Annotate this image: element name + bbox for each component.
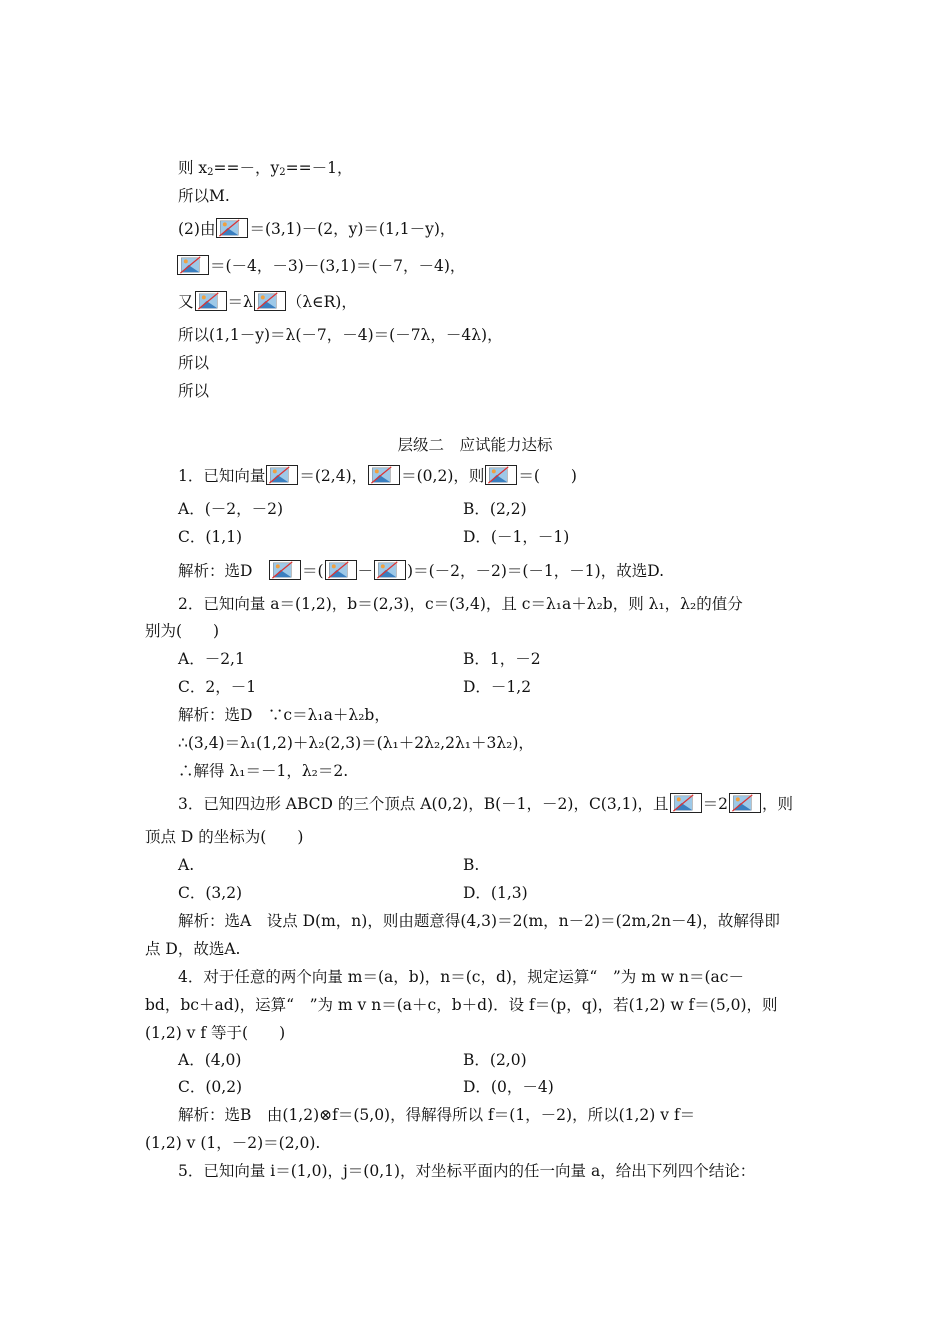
prev-line-3: (2)由 ＝(3,1)－(2，y)＝(1,1－y)， [178,220,456,238]
prev-line-4: ＝(－4，－3)－(3,1)＝(－7，－4)， [176,255,465,277]
q3-stem-line-2: 顶点 D 的坐标为( ) [145,828,304,846]
q1-option-d: D．(－1，－1) [463,528,570,546]
q2-solution-line-2: ∴(3,4)＝λ₁(1,2)＋λ₂(2,3)＝(λ₁＋2λ₂,2λ₁＋3λ₂)， [178,734,534,752]
broken-image-icon [374,560,406,580]
q1-option-a: A．(－2，－2) [178,500,284,518]
q3-option-d: D．(1,3) [463,884,528,902]
q4-option-c: C．(0,2) [178,1078,243,1096]
q2-option-d: D．－1,2 [463,678,532,696]
q4-stem-line-3: (1,2) v f 等于( ) [145,1024,286,1042]
broken-image-icon [325,560,357,580]
q2-solution-line-3: ∴解得 λ₁＝－1，λ₂＝2. [178,762,349,780]
q3-option-b: B. [463,856,480,874]
q2-stem-line-2: 别为( ) [145,622,220,640]
q3-option-a: A. [178,856,195,874]
broken-image-icon [729,793,761,813]
q4-stem-line-2: bd，bc＋ad)，运算“ ”为 m v n＝(a＋c，b＋d)．设 f＝(p，q)，若(1,2) w f＝(5,0)，则 [145,996,778,1014]
q2-stem-line-1: 2．已知向量 a＝(1,2)，b＝(2,3)，c＝(3,4)，且 c＝λ₁a＋λ₂b，则 λ₁，λ₂的值分 [178,595,743,613]
broken-image-icon [670,793,702,813]
broken-image-icon [195,291,227,311]
q4-option-d: D．(0，－4) [463,1078,554,1096]
q4-option-a: A．(4,0) [178,1051,242,1069]
q2-solution-line-1: 解析：选D ∵c＝λ₁a＋λ₂b， [178,706,390,724]
broken-image-icon [368,465,400,485]
q3-solution-line-1: 解析：选A 设点 D(m，n)，则由题意得(4,3)＝2(m，n－2)＝(2m,2n－4)，故解得即 [178,912,780,930]
q1-option-c: C．(1,1) [178,528,243,546]
broken-image-icon [269,560,301,580]
q4-option-b: B．(2,0) [463,1051,527,1069]
section-title: 层级二 应试能力达标 [397,436,553,454]
q2-option-c: C．2，－1 [178,678,257,696]
prev-line-6: 所以(1,1－y)＝λ(－7，－4)＝(－7λ，－4λ)， [178,326,503,344]
q3-stem-line-1: 3．已知四边形 ABCD 的三个顶点 A(0,2)，B(－1，－2)，C(3,1)，且 ＝2 ，则 [178,795,793,813]
q2-option-b: B．1，－2 [463,650,541,668]
prev-line-5: 又 ＝λ （λ∈R)， [178,293,357,311]
q5-stem-line-1: 5．已知向量 i＝(1,0)，j＝(0,1)，对坐标平面内的任一向量 a，给出下列四个结论： [178,1162,756,1180]
q4-solution-line-2: (1,2) v (1，－2)＝(2,0). [145,1134,321,1152]
prev-line-8: 所以 [178,382,210,400]
broken-image-icon [177,255,209,275]
prev-line-1: 则 $x_2==-$，$y_2==-1$， [178,159,353,178]
q1-option-b: B．(2,2) [463,500,527,518]
q2-option-a: A．－2,1 [178,650,245,668]
prev-line-2: 所以M. [178,187,230,205]
broken-image-icon [216,218,248,238]
q1-stem: 1．已知向量 ＝(2,4)， ＝(0,2)，则 ＝( ) [178,467,577,485]
broken-image-icon [485,465,517,485]
broken-image-icon [254,291,286,311]
q4-stem-line-1: 4．对于任意的两个向量 m＝(a，b)，n＝(c，d)，规定运算“ ”为 m w n＝(ac－ [178,968,744,986]
q1-solution: 解析：选D ＝( － )＝(－2，－2)＝(－1，－1)，故选D. [178,562,665,580]
q3-solution-line-2: 点 D，故选A. [145,940,241,958]
q3-option-c: C．(3,2) [178,884,243,902]
q4-solution-line-1: 解析：选B 由(1,2)⊗f＝(5,0)，得解得所以 f＝(1，－2)，所以(1,2) v f＝ [178,1106,696,1124]
prev-line-7: 所以 [178,354,210,372]
broken-image-icon [266,465,298,485]
